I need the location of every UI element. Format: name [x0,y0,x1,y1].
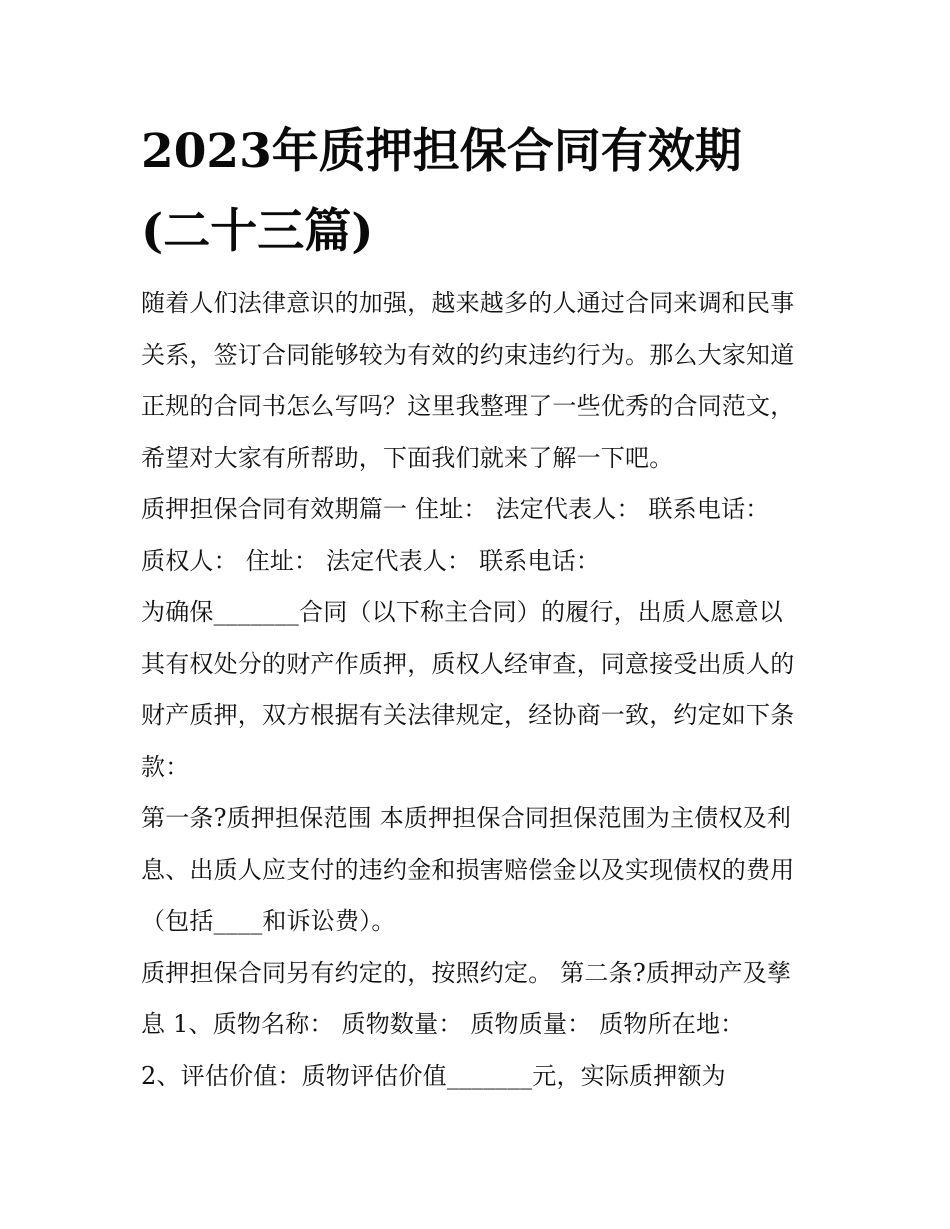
body-line: 款： [141,752,190,781]
body-line: 希望对大家有所帮助，下面我们就来了解一下吧。 [141,443,674,472]
body-line: 为确保_______合同（以下称主合同）的履行，出质人愿意以 [141,598,783,626]
body-line: 第一条?质押担保范围 本质押担保合同担保范围为主债权及利 [141,804,792,832]
body-line: 质押担保合同另有约定的，按照约定。 第二条?质押动产及孳 [141,958,792,987]
body-line: 正规的合同书怎么写吗？这里我整理了一些优秀的合同范文， [141,392,795,420]
body-line: 随着人们法律意识的加强，越来越多的人通过合同来调和民事 [141,289,795,317]
document-title [141,112,821,272]
body-line: 息 1、质物名称： 质物数量： 质物质量： 质物所在地： [141,1010,745,1038]
title-line-2: (二十三篇) [141,204,374,259]
body-line: （包括____和诉讼费）。 [141,907,396,935]
title-line-1: 2023年质押担保合同有效期 [141,124,742,179]
body-line: 财产质押，双方根据有关法律规定，经协商一致，约定如下条 [141,701,795,729]
body-line: 其有权处分的财产作质押，质权人经审查，同意接受出质人的 [141,649,795,678]
body-line: 息、出质人应支付的违约金和损害赔偿金以及实现债权的费用 [141,855,795,884]
body-line: 质押担保合同有效期篇一 住址： 法定代表人： 联系电话： [141,495,770,523]
body-line: 关系，签订合同能够较为有效的约束违约行为。那么大家知道 [141,340,795,369]
body-line: 2、评估价值：质物评估价值_______元，实际质押额为 [141,1061,726,1090]
document-body [141,278,821,1102]
body-line: 质权人： 住址： 法定代表人： 联系电话： [141,546,601,575]
